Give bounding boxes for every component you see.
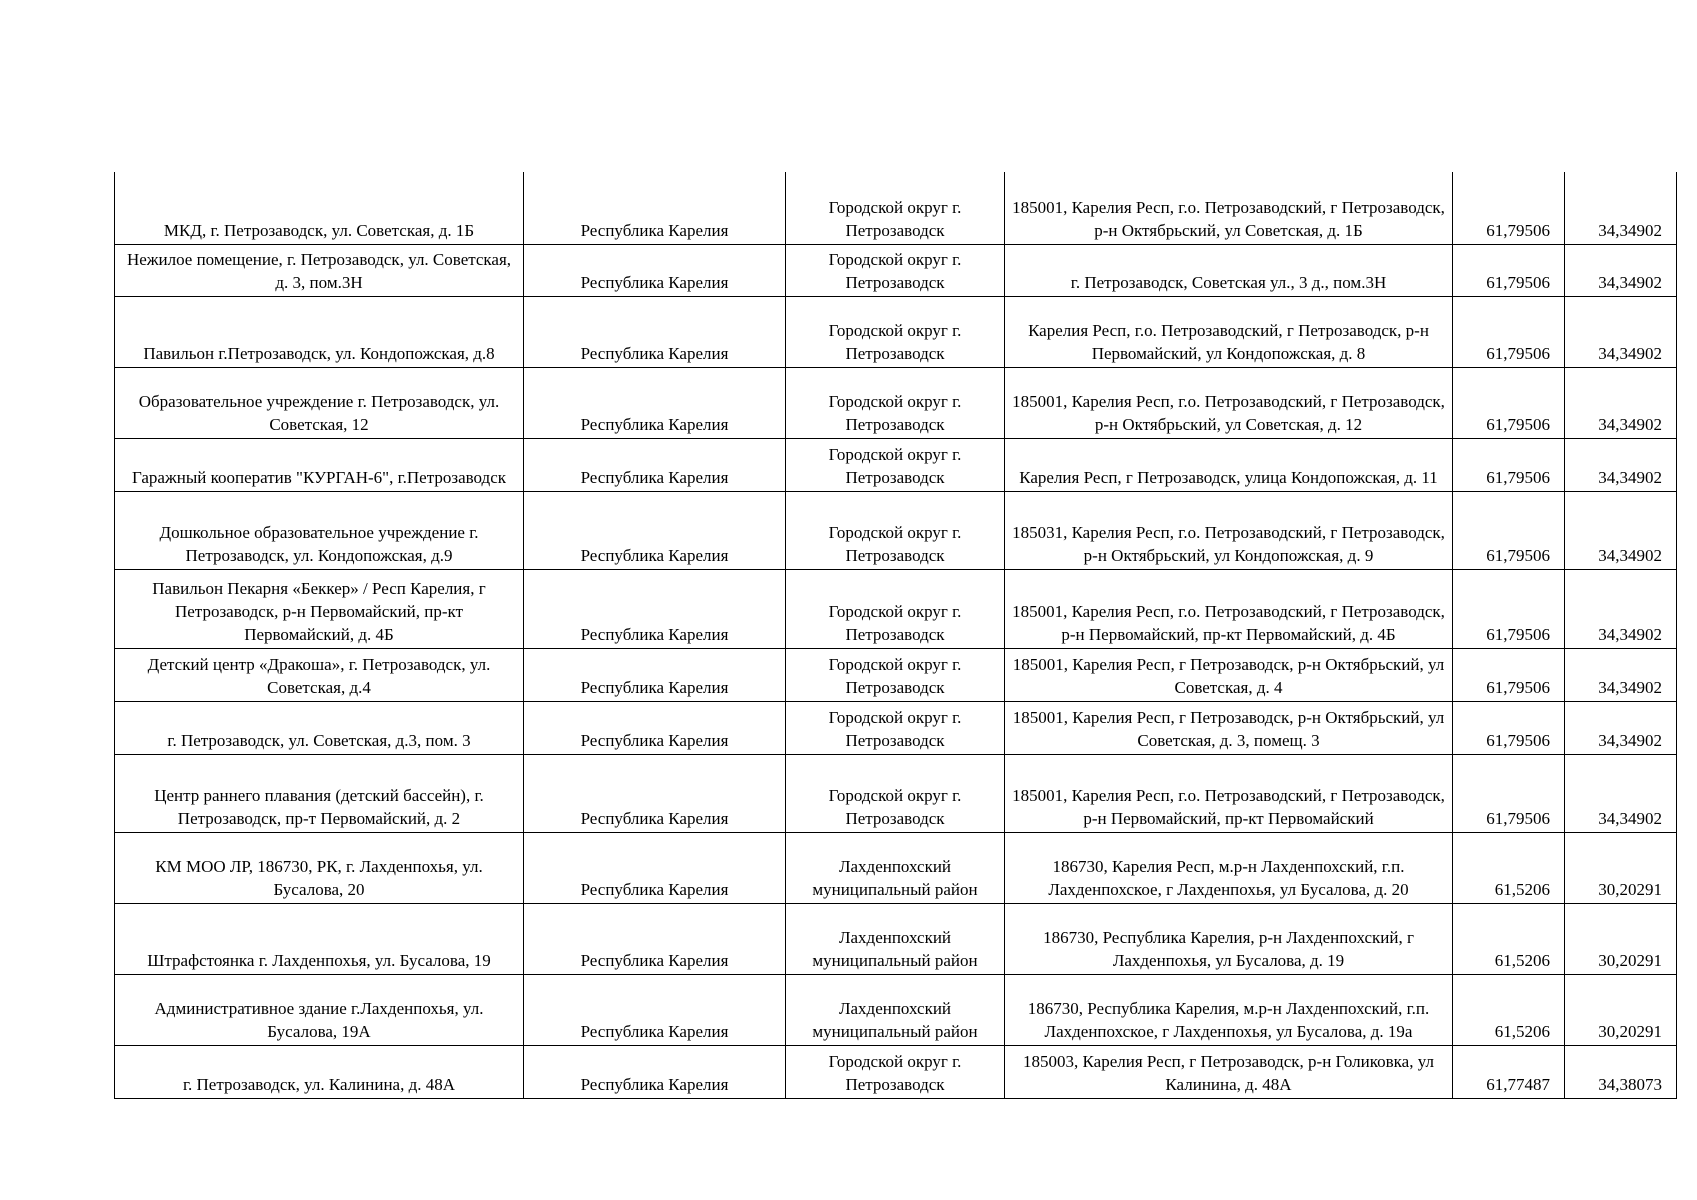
latitude: 61,79506 (1453, 367, 1565, 438)
object-name: Дошкольное образовательное учреждение г. Петрозаводск, ул. Кондопожская, д.9 (115, 491, 524, 569)
latitude: 61,79506 (1453, 754, 1565, 832)
municipality: Городской округ г. Петрозаводск (786, 438, 1005, 491)
object-name: г. Петрозаводск, ул. Советская, д.3, пом. 3 (115, 701, 524, 754)
longitude: 34,34902 (1565, 296, 1677, 367)
municipality: Городской округ г. Петрозаводск (786, 648, 1005, 701)
region: Республика Карелия (524, 491, 786, 569)
latitude: 61,79506 (1453, 172, 1565, 244)
latitude: 61,79506 (1453, 296, 1565, 367)
address: 185001, Карелия Респ, г.о. Петрозаводский, г Петрозаводск, р-н Октябрьский, ул Советская, д. 12 (1005, 367, 1453, 438)
longitude: 30,20291 (1565, 974, 1677, 1045)
longitude: 34,34902 (1565, 701, 1677, 754)
region: Республика Карелия (524, 903, 786, 974)
object-name: Нежилое помещение, г. Петрозаводск, ул. Советская, д. 3, пом.3Н (115, 244, 524, 296)
longitude: 34,34902 (1565, 648, 1677, 701)
latitude: 61,5206 (1453, 903, 1565, 974)
table-row (115, 701, 1677, 754)
object-name: Павильон Пекарня «Беккер» / Респ Карелия, г Петрозаводск, р-н Первомайский, пр-кт Первомайский, д. 4Б (115, 569, 524, 648)
address: 185001, Карелия Респ, г Петрозаводск, р-н Октябрьский, ул Советская, д. 3, помещ. 3 (1005, 701, 1453, 754)
address: 186730, Республика Карелия, м.р-н Лахденпохский, г.п. Лахденпохское, г Лахденпохья, ул Бусалова, д. 19а (1005, 974, 1453, 1045)
table-body (115, 172, 1677, 1098)
longitude: 34,34902 (1565, 438, 1677, 491)
region: Республика Карелия (524, 244, 786, 296)
object-name: Детский центр «Дракоша», г. Петрозаводск, ул. Советская, д.4 (115, 648, 524, 701)
municipality: Городской округ г. Петрозаводск (786, 569, 1005, 648)
address: 185003, Карелия Респ, г Петрозаводск, р-н Голиковка, ул Калинина, д. 48А (1005, 1045, 1453, 1098)
region: Республика Карелия (524, 754, 786, 832)
longitude: 34,34902 (1565, 244, 1677, 296)
object-name: Штрафстоянка г. Лахденпохья, ул. Бусалова, 19 (115, 903, 524, 974)
object-name: Павильон г.Петрозаводск, ул. Кондопожская, д.8 (115, 296, 524, 367)
table-row (115, 244, 1677, 296)
municipality: Лахденпохский муниципальный район (786, 903, 1005, 974)
address: 185001, Карелия Респ, г Петрозаводск, р-н Октябрьский, ул Советская, д. 4 (1005, 648, 1453, 701)
latitude: 61,79506 (1453, 701, 1565, 754)
address: 186730, Карелия Респ, м.р-н Лахденпохский, г.п. Лахденпохское, г Лахденпохья, ул Бусалова, д. 20 (1005, 832, 1453, 903)
latitude: 61,79506 (1453, 491, 1565, 569)
region: Республика Карелия (524, 648, 786, 701)
region: Республика Карелия (524, 367, 786, 438)
objects-table (114, 172, 1677, 1099)
address: Карелия Респ, г Петрозаводск, улица Кондопожская, д. 11 (1005, 438, 1453, 491)
latitude: 61,79506 (1453, 569, 1565, 648)
latitude: 61,79506 (1453, 648, 1565, 701)
region: Республика Карелия (524, 569, 786, 648)
object-name: Образовательное учреждение г. Петрозаводск, ул. Советская, 12 (115, 367, 524, 438)
longitude: 34,34902 (1565, 491, 1677, 569)
region: Республика Карелия (524, 172, 786, 244)
table-row (115, 438, 1677, 491)
address: 185001, Карелия Респ, г.о. Петрозаводский, г Петрозаводск, р-н Первомайский, пр-кт Первомайский, д. 4Б (1005, 569, 1453, 648)
address: 185001, Карелия Респ, г.о. Петрозаводский, г Петрозаводск, р-н Октябрьский, ул Советская, д. 1Б (1005, 172, 1453, 244)
latitude: 61,5206 (1453, 974, 1565, 1045)
municipality: Городской округ г. Петрозаводск (786, 367, 1005, 438)
municipality: Городской округ г. Петрозаводск (786, 701, 1005, 754)
object-name: МКД, г. Петрозаводск, ул. Советская, д. 1Б (115, 172, 524, 244)
address: Карелия Респ, г.о. Петрозаводский, г Петрозаводск, р-н Первомайский, ул Кондопожская, д. 8 (1005, 296, 1453, 367)
latitude: 61,77487 (1453, 1045, 1565, 1098)
table-row (115, 974, 1677, 1045)
municipality: Городской округ г. Петрозаводск (786, 1045, 1005, 1098)
table-row (115, 491, 1677, 569)
object-name: Административное здание г.Лахденпохья, ул. Бусалова, 19А (115, 974, 524, 1045)
latitude: 61,79506 (1453, 438, 1565, 491)
municipality: Лахденпохский муниципальный район (786, 974, 1005, 1045)
address: г. Петрозаводск, Советская ул., 3 д., пом.3Н (1005, 244, 1453, 296)
region: Республика Карелия (524, 296, 786, 367)
region: Республика Карелия (524, 832, 786, 903)
object-name: КМ МОО ЛР, 186730, РК, г. Лахденпохья, ул. Бусалова, 20 (115, 832, 524, 903)
longitude: 30,20291 (1565, 903, 1677, 974)
table-row (115, 367, 1677, 438)
address: 185031, Карелия Респ, г.о. Петрозаводский, г Петрозаводск, р-н Октябрьский, ул Кондопожская, д. 9 (1005, 491, 1453, 569)
municipality: Лахденпохский муниципальный район (786, 832, 1005, 903)
table-row (115, 569, 1677, 648)
latitude: 61,79506 (1453, 244, 1565, 296)
object-name: г. Петрозаводск, ул. Калинина, д. 48А (115, 1045, 524, 1098)
municipality: Городской округ г. Петрозаводск (786, 296, 1005, 367)
municipality: Городской округ г. Петрозаводск (786, 754, 1005, 832)
longitude: 34,34902 (1565, 754, 1677, 832)
longitude: 34,34902 (1565, 569, 1677, 648)
region: Республика Карелия (524, 438, 786, 491)
address: 185001, Карелия Респ, г.о. Петрозаводский, г Петрозаводск, р-н Первомайский, пр-кт Первомайский (1005, 754, 1453, 832)
latitude: 61,5206 (1453, 832, 1565, 903)
object-name: Центр раннего плавания (детский бассейн), г. Петрозаводск, пр-т Первомайский, д. 2 (115, 754, 524, 832)
longitude: 30,20291 (1565, 832, 1677, 903)
region: Республика Карелия (524, 974, 786, 1045)
longitude: 34,38073 (1565, 1045, 1677, 1098)
municipality: Городской округ г. Петрозаводск (786, 491, 1005, 569)
longitude: 34,34902 (1565, 172, 1677, 244)
address: 186730, Республика Карелия, р-н Лахденпохский, г Лахденпохья, ул Бусалова, д. 19 (1005, 903, 1453, 974)
table-row (115, 296, 1677, 367)
table-row (115, 754, 1677, 832)
municipality: Городской округ г. Петрозаводск (786, 172, 1005, 244)
table-row (115, 172, 1677, 244)
object-name: Гаражный кооператив "КУРГАН-6", г.Петрозаводск (115, 438, 524, 491)
table-row (115, 903, 1677, 974)
longitude: 34,34902 (1565, 367, 1677, 438)
table-row (115, 832, 1677, 903)
region: Республика Карелия (524, 701, 786, 754)
region: Республика Карелия (524, 1045, 786, 1098)
table-row (115, 648, 1677, 701)
municipality: Городской округ г. Петрозаводск (786, 244, 1005, 296)
table-row (115, 1045, 1677, 1098)
